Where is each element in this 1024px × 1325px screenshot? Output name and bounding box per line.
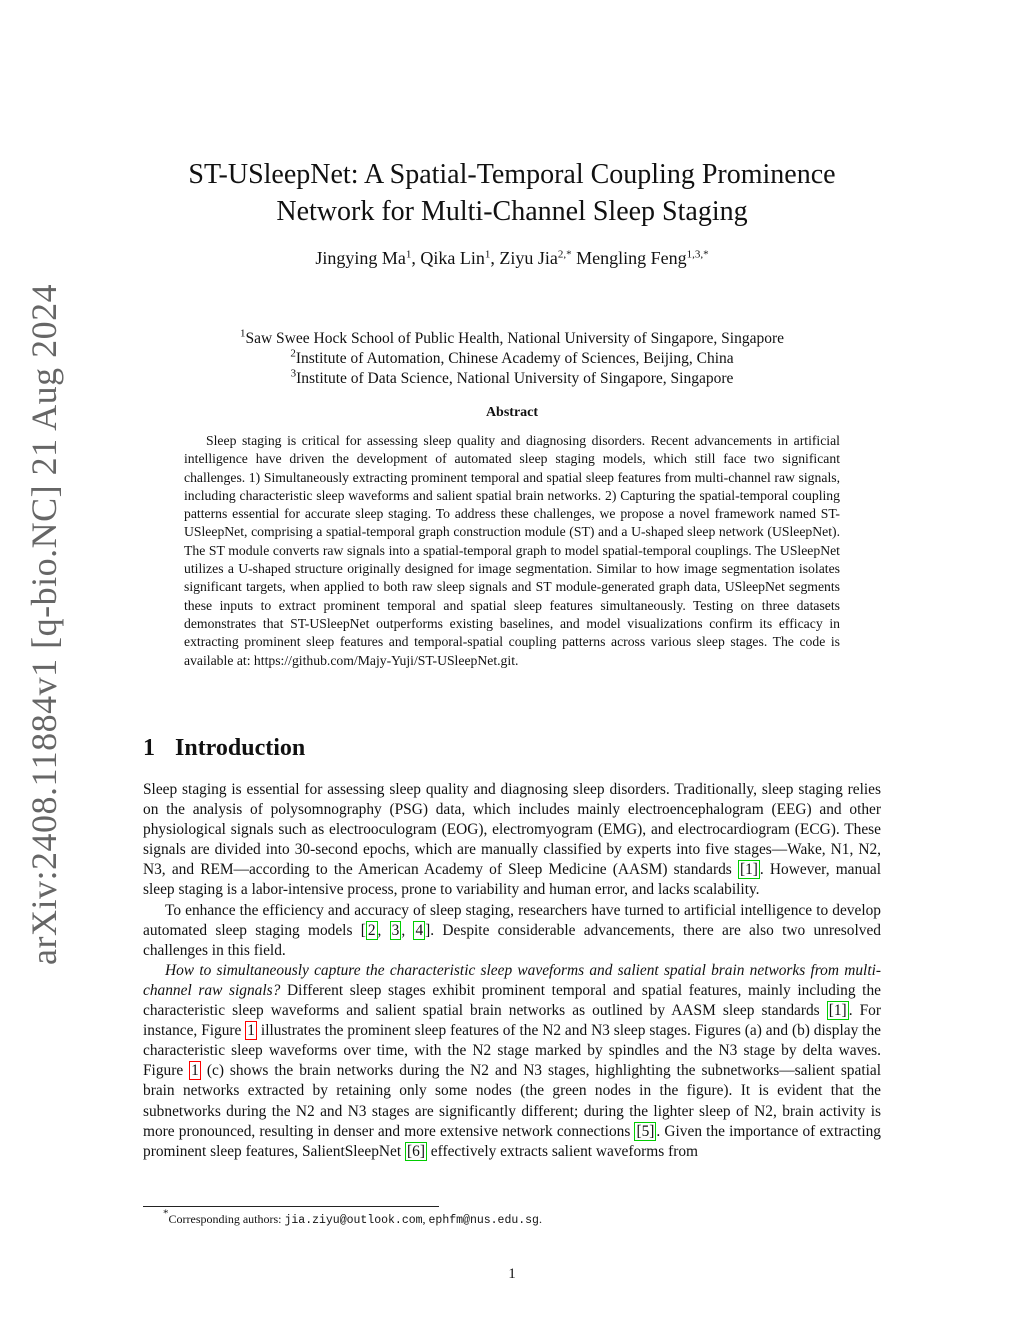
section-heading [143,735,305,762]
affiliation-3 [120,369,904,389]
title-line-1: ST-USleepNet: A Spatial-Temporal Coupling Prominence [188,159,836,190]
affiliation-mark: 2 [290,347,296,360]
figure-link[interactable]: 1 [191,1062,199,1080]
section-number: 1 [143,735,155,761]
citation-link[interactable]: [1] [739,861,758,879]
footnote-mark: * [163,1207,169,1220]
abstract-text: Sleep staging is critical for assessing sleep quality and diagnosing disorders. Recent advancements in artificial intelligence have driven the development of automated sleep staging models, which still face two significant challenges. 1) Simultaneously extracting prominent temporal and spatial sleep features from multi-channel raw signals, including characteristic sleep waveforms and salient spatial brain networks. 2) Capturing the spatial-temporal coupling patterns essential for accurate sleep staging. To address these challenges, we propose a novel framework named ST-USleepNet, comprising a spatial-temporal graph construction module (ST) and a U-shaped sleep network (USleepNet). The ST module converts raw signals into a spatial-temporal graph to model spatial-temporal couplings. The USleepNet utilizes a U-shaped structure originally designed for image segmentation. Similar to how image segmentation isolates significant targets, when applied to both raw sleep signals and ST module-generated graph data, USleepNet segments these inputs to extract prominent temporal and spatial sleep features simultaneously. Testing on three datasets demonstrates that ST-USleepNet outperforms existing baselines, and model visualizations confirm its efficacy in extracting prominent sleep features and temporal-spatial coupling patterns across various sleep stages. The code is available at: https://github.com/Majy-Yuji/ST-USleepNet.git. [184,433,840,668]
affiliation-1 [120,329,904,349]
text-run: (c) shows the brain networks during the N2 and N3 stages, highlighting the subnetworks—salient spatial brain networks extracted by retaining only some nodes (the green nodes in the figure). It is evident that the subnetworks during the N2 and N3 stages are significantly different; during the lighter sleep of N2, brain activity is more pronounced, resulting in denser and more extensive network connections [143,1062,881,1140]
abstract-heading: Abstract [485,405,539,420]
footnote-label: Corresponding authors: [168,1212,285,1226]
title-line-2: Network for Multi-Channel Sleep Staging [276,196,748,227]
author-name: Ziyu Jia [499,248,558,268]
text-run: Different sleep stages exhibit prominent temporal and spatial features, mainly including the characteristic sleep waveforms and salient spatial brain networks as outlined by AASM sleep standards [143,981,881,1020]
author-affiliation-mark: 1,3,* [686,248,709,261]
author-name: Mengling Feng [576,248,687,268]
author-affiliation-mark: 1 [484,248,491,261]
citation-link[interactable]: 3 [391,921,400,939]
citation-link[interactable]: 4 [415,921,424,939]
author-4 [576,248,709,268]
text-run: effectively extracts salient waveforms from [426,1142,699,1160]
figure-link[interactable]: 1 [247,1022,255,1040]
footnote-end: . [538,1212,542,1226]
paper-title [120,156,904,230]
text-run: . Given the importance of extracting prominent sleep features, SalientSleepNet [143,1122,881,1160]
text-run: . For instance, Figure [143,1002,881,1040]
affiliation-text: Institute of Automation, Chinese Academy of Sciences, Beijing, China [295,350,734,367]
footnote [143,1207,542,1227]
introduction-body [143,780,881,1162]
email-link-2[interactable]: ephfm@nus.edu.sg [428,1214,539,1227]
paragraph-2: To enhance the efficiency and accuracy of sleep staging, researchers have turned to artificial intelligence to develop automated sleep staging models [ 2 , 3 , 4 ]. Despite considerable advancements, there are also two unresolved challenges in this field. [143,901,881,959]
citation-link[interactable]: [5] [636,1122,655,1140]
affiliation-mark: 3 [290,367,297,380]
affiliation-2 [120,349,904,369]
paragraph-1 [143,780,881,901]
author-2 [420,248,490,268]
text-run: Sleep staging is essential for assessing sleep quality and diagnosing sleep disorders. Traditionally, sleep staging relies on the analysis of polysomnography (PSG) data, which includes mainly electroencephalogram (EEG) and other physiological signals such as electrooculogram (EOG), electromyogram (EMG), and electrocardiogram (ECG). These signals are divided into 30-second epochs, which are manually classified by experts into five stages—Wake, N1, N2, N3, and REM—according to the American Academy of Sleep Medicine (AASM) standards [143,781,881,879]
page-number: 1 [508,1266,516,1282]
affiliation-text: Saw Swee Hock School of Public Health, National University of Singapore, Singapore [245,330,785,347]
author-affiliation-mark: 2,* [557,248,572,261]
author-list: Jingying Ma$^1$, Qika Lin$^1$, Ziyu Jia$^{2,*}$ Mengling Feng$^{1,3,*}$ [315,248,709,268]
footnote-divider [143,1206,439,1207]
affiliation-text: Institute of Data Science, National University of Singapore, Singapore [296,370,734,387]
text-run: To enhance the efficiency and accuracy of sleep staging, researchers have turned to artificial intelligence to develop automated sleep staging models [ [143,901,881,939]
author-affiliation-mark: 1 [405,248,412,261]
arxiv-identifier: arXiv:2408.11884v1 [q-bio.NC] 21 Aug 2024 [24,283,64,965]
section-title: Introduction [175,735,306,761]
citation-link[interactable]: 2 [367,921,376,939]
text-run: illustrates the prominent sleep features of the N2 and N3 sleep stages. Figures (a) and (b) display the characteristic sleep waveforms over time, with the N2 stage marked by spindles and the N3 stage by delta waves. Figure [143,1022,881,1080]
author-name: Qika Lin [420,248,485,268]
author-name: Jingying Ma [315,248,406,268]
affiliation-mark: 1 [239,327,246,340]
text-run: . However, manual sleep staging is a labor-intensive process, prone to variability and human error, and lacks scalability. [143,861,881,899]
italic-question: How to simultaneously capture the characteristic sleep waveforms and salient spatial brain networks from multi-channel raw signals? [143,961,881,999]
affiliation-list [120,329,904,389]
author-3 [499,248,571,268]
author-1 [315,248,411,268]
citation-link[interactable]: [6] [407,1142,425,1160]
citation-link[interactable]: [1] [828,1002,847,1020]
text-run: ]. Despite considerable advancements, there are also two unresolved challenges in this field. [143,921,881,959]
paragraph-3 [143,961,881,1162]
footnote-separator: , [422,1212,429,1226]
email-link-1[interactable]: jia.ziyu@outlook.com [284,1214,423,1227]
